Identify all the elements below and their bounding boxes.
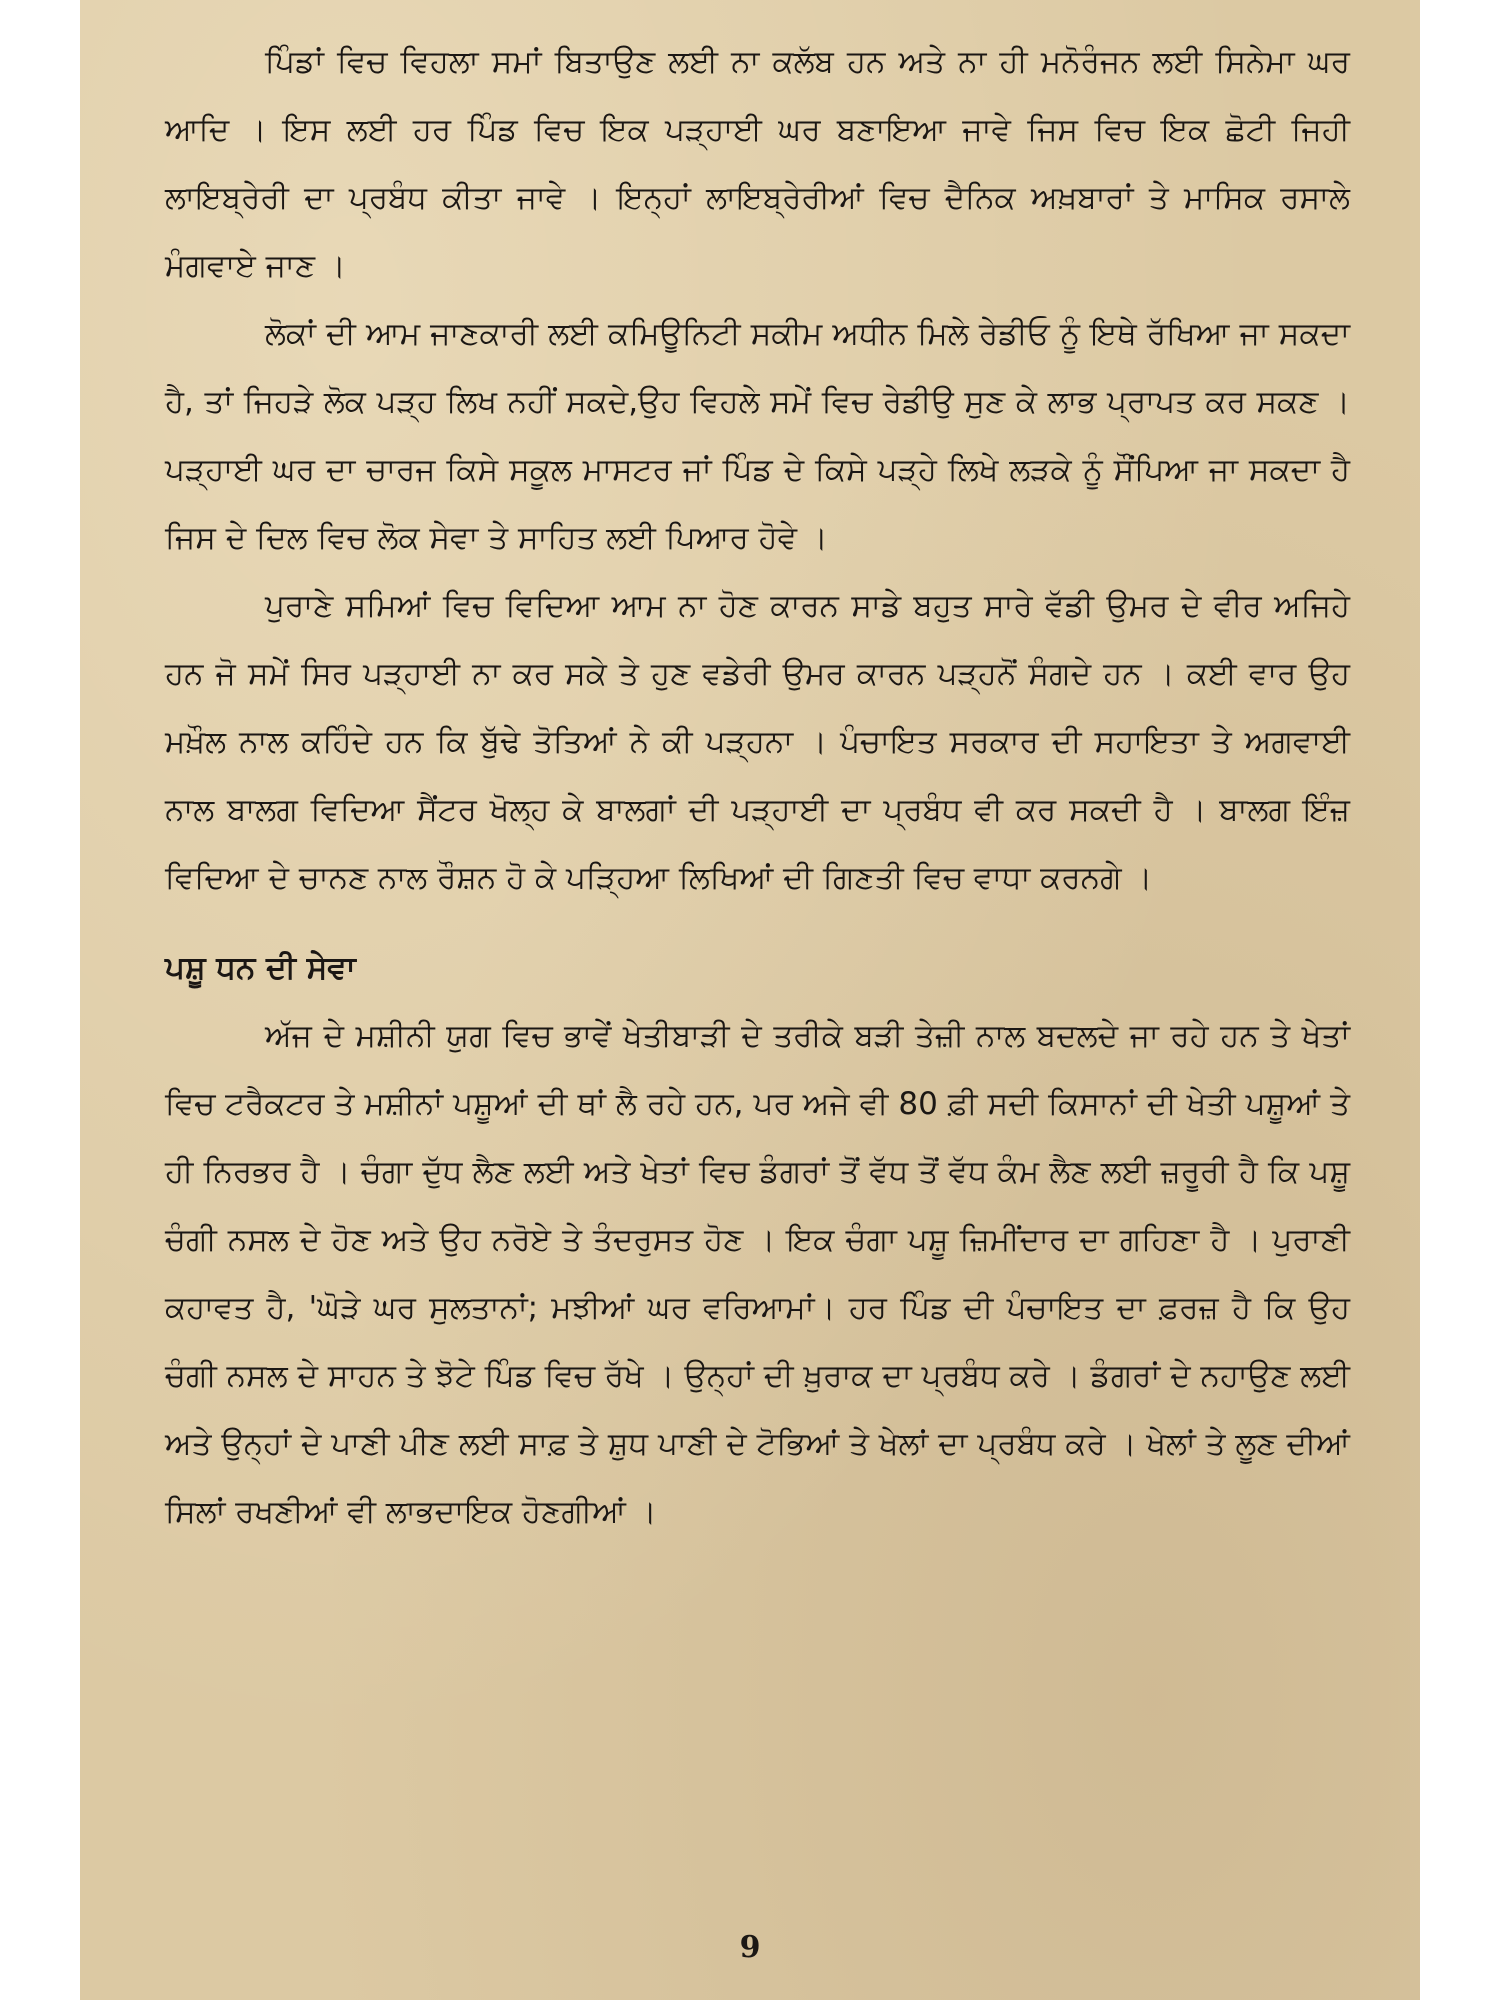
page-number: 9	[739, 1930, 761, 1965]
section-heading: ਪਸ਼ੂ ਧਨ ਦੀ ਸੇਵਾ	[165, 950, 356, 986]
paragraph: ਪਿੰਡਾਂ ਵਿਚ ਵਿਹਲਾ ਸਮਾਂ ਬਿਤਾਉਣ ਲਈ ਨਾ ਕਲੱਬ ਹਨ ਅਤੇ ਨਾ ਹੀ ਮਨੋਰੰਜਨ ਲਈ ਸਿਨੇਮਾ ਘਰ ਆਦਿ । ਇਸ ਲਈ ਹਰ ਪਿੰਡ ਵਿਚ ਇਕ ਪੜ੍ਹਾਈ ਘਰ ਬਣਾਇਆ ਜਾਵੇ ਜਿਸ ਵਿਚ ਇਕ ਛੋਟੀ ਜਿਹੀ ਲਾਇਬ੍ਰੇਰੀ ਦਾ ਪ੍ਰਬੰਧ ਕੀਤਾ ਜਾਵੇ । ਇਨ੍ਹਾਂ ਲਾਇਬ੍ਰੇਰੀਆਂ ਵਿਚ ਦੈਨਿਕ ਅਖ਼ਬਾਰਾਂ ਤੇ ਮਾਸਿਕ ਰਸਾਲੇ ਮੰਗਵਾਏ ਜਾਣ ।	[165, 44, 1350, 284]
book-page	[80, 0, 1420, 2000]
paragraph: ਲੋਕਾਂ ਦੀ ਆਮ ਜਾਣਕਾਰੀ ਲਈ ਕਮਿਊਨਿਟੀ ਸਕੀਮ ਅਧੀਨ ਮਿਲੇ ਰੇਡੀਓ ਨੂੰ ਇਥੇ ਰੱਖਿਆ ਜਾ ਸਕਦਾ ਹੈ, ਤਾਂ ਜਿਹੜੇ ਲੋਕ ਪੜ੍ਹ ਲਿਖ ਨਹੀਂ ਸਕਦੇ,ਉਹ ਵਿਹਲੇ ਸਮੇਂ ਵਿਚ ਰੇਡੀਉ ਸੁਣ ਕੇ ਲਾਭ ਪ੍ਰਾਪਤ ਕਰ ਸਕਣ । ਪੜ੍ਹਾਈ ਘਰ ਦਾ ਚਾਰਜ ਕਿਸੇ ਸਕੂਲ ਮਾਸਟਰ ਜਾਂ ਪਿੰਡ ਦੇ ਕਿਸੇ ਪੜ੍ਹੇ ਲਿਖੇ ਲੜਕੇ ਨੂੰ ਸੌਂਪਿਆ ਜਾ ਸਕਦਾ ਹੈ ਜਿਸ ਦੇ ਦਿਲ ਵਿਚ ਲੋਕ ਸੇਵਾ ਤੇ ਸਾਹਿਤ ਲਈ ਪਿਆਰ ਹੋਵੇ ।	[165, 316, 1350, 556]
page-text	[165, 28, 1350, 1546]
paragraph: ਪੁਰਾਣੇ ਸਮਿਆਂ ਵਿਚ ਵਿਦਿਆ ਆਮ ਨਾ ਹੋਣ ਕਾਰਨ ਸਾਡੇ ਬਹੁਤ ਸਾਰੇ ਵੱਡੀ ਉਮਰ ਦੇ ਵੀਰ ਅਜਿਹੇ ਹਨ ਜੋ ਸਮੇਂ ਸਿਰ ਪੜ੍ਹਾਈ ਨਾ ਕਰ ਸਕੇ ਤੇ ਹੁਣ ਵਡੇਰੀ ਉਮਰ ਕਾਰਨ ਪੜ੍ਹਨੋਂ ਸੰਗਦੇ ਹਨ । ਕਈ ਵਾਰ ਉਹ ਮਖ਼ੌਲ ਨਾਲ ਕਹਿੰਦੇ ਹਨ ਕਿ ਬੁੱਢੇ ਤੋਤਿਆਂ ਨੇ ਕੀ ਪੜ੍ਹਨਾ । ਪੰਚਾਇਤ ਸਰਕਾਰ ਦੀ ਸਹਾਇਤਾ ਤੇ ਅਗਵਾਈ ਨਾਲ ਬਾਲਗ ਵਿਦਿਆ ਸੈਂਟਰ ਖੋਲ੍ਹ ਕੇ ਬਾਲਗਾਂ ਦੀ ਪੜ੍ਹਾਈ ਦਾ ਪ੍ਰਬੰਧ ਵੀ ਕਰ ਸਕਦੀ ਹੈ । ਬਾਲਗ ਇੰਜ਼ ਵਿਦਿਆ ਦੇ ਚਾਨਣ ਨਾਲ ਰੌਸ਼ਨ ਹੋ ਕੇ ਪੜ੍ਹਿਆ ਲਿਖਿਆਂ ਦੀ ਗਿਣਤੀ ਵਿਚ ਵਾਧਾ ਕਰਨਗੇ ।	[165, 588, 1350, 896]
paragraph: ਅੱਜ ਦੇ ਮਸ਼ੀਨੀ ਯੁਗ ਵਿਚ ਭਾਵੇਂ ਖੇਤੀਬਾੜੀ ਦੇ ਤਰੀਕੇ ਬੜੀ ਤੇਜ਼ੀ ਨਾਲ ਬਦਲਦੇ ਜਾ ਰਹੇ ਹਨ ਤੇ ਖੇਤਾਂ ਵਿਚ ਟਰੈਕਟਰ ਤੇ ਮਸ਼ੀਨਾਂ ਪਸ਼ੂਆਂ ਦੀ ਥਾਂ ਲੈ ਰਹੇ ਹਨ, ਪਰ ਅਜੇ ਵੀ 80 ਫ਼ੀ ਸਦੀ ਕਿਸਾਨਾਂ ਦੀ ਖੇਤੀ ਪਸ਼ੂਆਂ ਤੇ ਹੀ ਨਿਰਭਰ ਹੈ । ਚੰਗਾ ਦੁੱਧ ਲੈਣ ਲਈ ਅਤੇ ਖੇਤਾਂ ਵਿਚ ਡੰਗਰਾਂ ਤੋਂ ਵੱਧ ਤੋਂ ਵੱਧ ਕੰਮ ਲੈਣ ਲਈ ਜ਼ਰੂਰੀ ਹੈ ਕਿ ਪਸ਼ੂ ਚੰਗੀ ਨਸਲ ਦੇ ਹੋਣ ਅਤੇ ਉਹ ਨਰੋਏ ਤੇ ਤੰਦਰੁਸਤ ਹੋਣ । ਇਕ ਚੰਗਾ ਪਸ਼ੂ ਜ਼ਿਮੀਂਦਾਰ ਦਾ ਗਹਿਣਾ ਹੈ । ਪੁਰਾਣੀ ਕਹਾਵਤ ਹੈ, 'ਘੋੜੇ ਘਰ ਸੁਲਤਾਨਾਂ; ਮਝੀਆਂ ਘਰ ਵਰਿਆਮਾਂ। ਹਰ ਪਿੰਡ ਦੀ ਪੰਚਾਇਤ ਦਾ ਫ਼ਰਜ਼ ਹੈ ਕਿ ਉਹ ਚੰਗੀ ਨਸਲ ਦੇ ਸਾਹਨ ਤੇ ਝੋਟੇ ਪਿੰਡ ਵਿਚ ਰੱਖੇ । ਉਨ੍ਹਾਂ ਦੀ ਖ਼ੁਰਾਕ ਦਾ ਪ੍ਰਬੰਧ ਕਰੇ । ਡੰਗਰਾਂ ਦੇ ਨਹਾਉਣ ਲਈ ਅਤੇ ਉਨ੍ਹਾਂ ਦੇ ਪਾਣੀ ਪੀਣ ਲਈ ਸਾਫ਼ ਤੇ ਸ਼ੁਧ ਪਾਣੀ ਦੇ ਟੋਭਿਆਂ ਤੇ ਖੇਲਾਂ ਦਾ ਪ੍ਰਬੰਧ ਕਰੇ । ਖੇਲਾਂ ਤੇ ਲੂਣ ਦੀਆਂ ਸਿਲਾਂ ਰਖਣੀਆਂ ਵੀ ਲਾਭਦਾਇਕ ਹੋਣਗੀਆਂ ।	[165, 1018, 1350, 1530]
